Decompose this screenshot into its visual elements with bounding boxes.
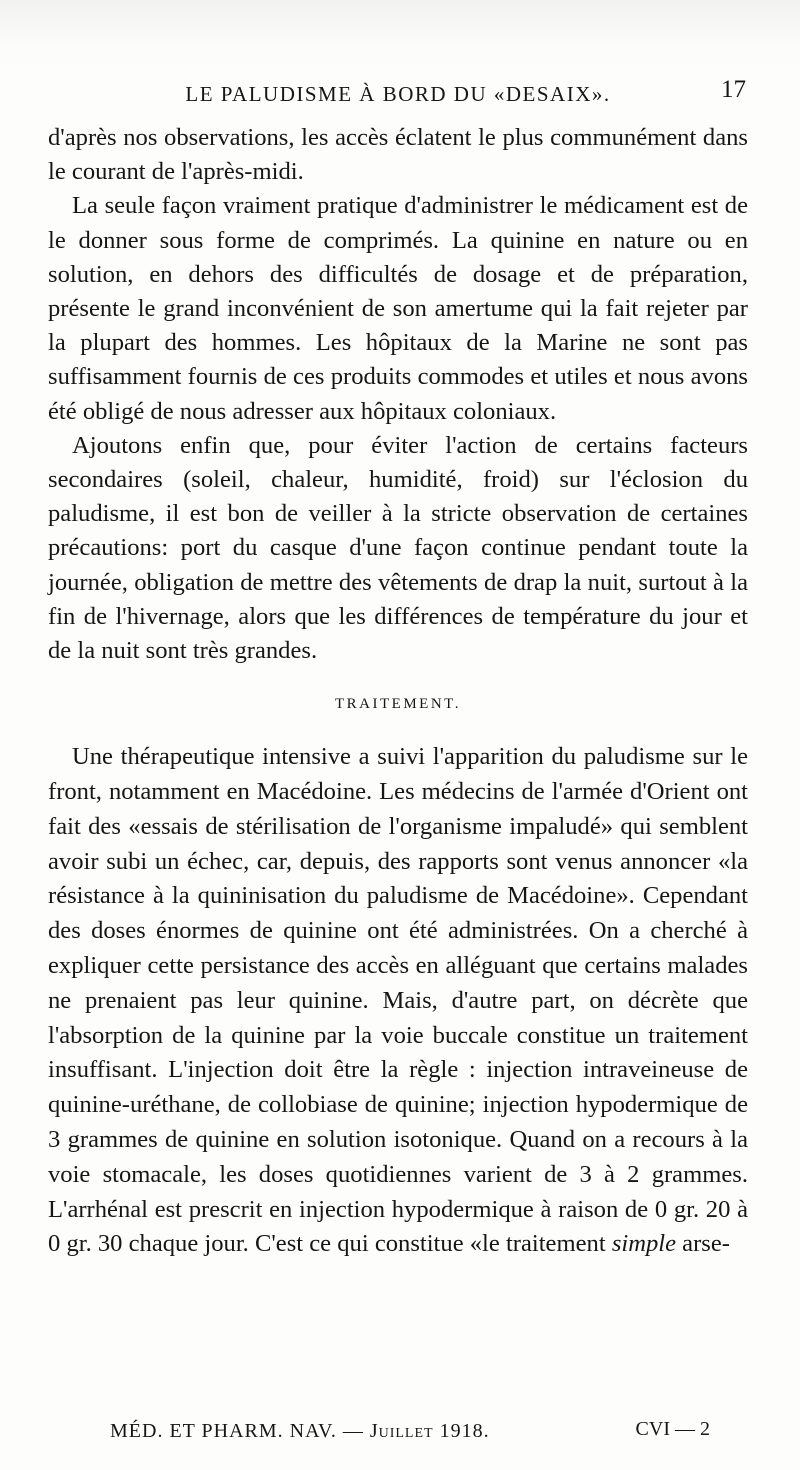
paragraph-continuation: d'après nos observations, les accès éclatent le plus communément dans le courant de l'après-midi. xyxy=(48,124,748,186)
paragraph-administration: La seule façon vraiment pratique d'administrer le médicament est de le donner sous forme de comprimés. La quinine en nature ou en solution, en dehors des difficultés de dosage et de préparation, présente le grand inconvénient de son amertume qui la fait rejeter par la plupart des hommes. Les hôpitaux de la Marine ne sont pas suffisamment fournis de ces produits commodes et utiles et nous avons été obligé de nous adresser aux hôpitaux coloniaux. xyxy=(48,192,748,425)
italic-word: simple xyxy=(611,1230,677,1258)
paragraph-precautions: Ajoutons enfin que, pour éviter l'action de certains facteurs secondaires (soleil, chaleur, humidité, froid) sur l'éclosion du paludisme, il est bon de veiller à la stricte observation de certaines précautions: port du casque d'une façon continue pendant toute la journée, obligation de mettre des vêtements de drap la nuit, surtout à la fin de l'hivernage, alors que les différences de température du jour et de la nuit sont très grandes. xyxy=(48,431,748,665)
footer-signature: CVI — 2 xyxy=(635,1418,710,1440)
scan-edge xyxy=(0,0,800,70)
treatment-text: Une thérapeutique intensive a suivi l'apparition du paludisme sur le front, notamment en Macédoine. Les médecins de l'armée d'Orient ont fait des «essais de stérilisation de l'organisme impaludé» qui semblent avoir subi un échec, car, depuis, des rapports sont venus annoncer «la résistance à la quininisation du paludisme de Macédoine». Cependant des doses énormes de quinine ont été administrées. On a cherché à expliquer cette persistance des accès en alléguant que certains malades ne prenaient pas leur quinine. Mais, d'autre part, on décrète que l'absorption de la quinine par la voie buccale constitue un traitement insuffisant. L'injection doit être la règle : injection intraveineuse de quinine-uréthane, de collobiase de quinine; injection hypodermique de 3 grammes de quinine en solution isotonique. Quand on a recours à la voie stomacale, les doses quotidiennes varient de 3 à 2 grammes. L'arrhénal est prescrit en injection hypodermique à raison de 0 gr. 20 à 0 gr. 30 chaque jour. C'est ce qui constitue «le traitement xyxy=(48,743,748,1258)
running-title: LE PALUDISME À BORD DU «DESAIX». xyxy=(185,82,611,106)
trailing-text: arse- xyxy=(676,1230,730,1258)
footer-source: MÉD. ET PHARM. NAV. — Juillet 1918. xyxy=(110,1420,490,1442)
page-header xyxy=(48,76,748,110)
body-text xyxy=(48,121,748,1262)
section-heading: TRAITEMENT. xyxy=(335,696,461,713)
page-number: 17 xyxy=(721,76,746,103)
paragraph-treatment xyxy=(48,740,748,1262)
page-footer xyxy=(110,1418,710,1444)
